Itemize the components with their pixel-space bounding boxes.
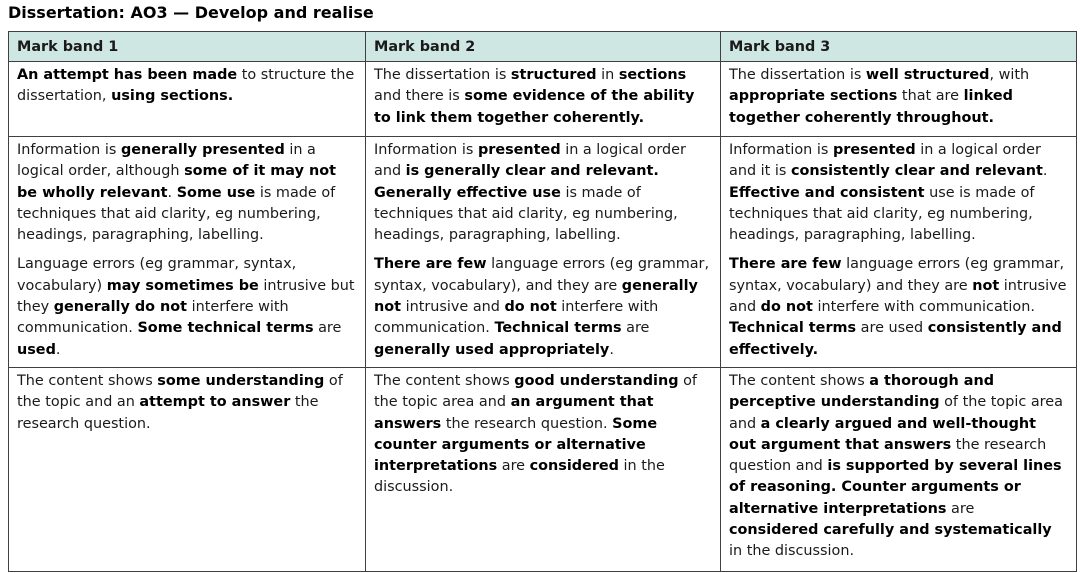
table-cell	[9, 62, 366, 137]
column-header-mark-band-2: Mark band 2	[366, 32, 721, 62]
table-row-presentation	[9, 137, 1077, 368]
text-run: the research question and	[729, 436, 1047, 475]
text-run: of the topic area and	[374, 373, 697, 411]
bold-text: an argument that answers	[374, 394, 654, 432]
text-run: The content shows	[374, 373, 515, 389]
text-run: use is made of techniques that aid clarity, eg numbering, headings, paragraphing, labelling.	[729, 184, 1035, 244]
table-cell	[366, 62, 721, 137]
bold-text: is generally clear and relevant.	[405, 163, 659, 180]
bold-text: using sections.	[111, 88, 234, 105]
text-run: in the discussion.	[729, 543, 855, 560]
table-cell	[721, 62, 1077, 137]
text-run: are used	[856, 320, 928, 337]
text-run: The content shows	[17, 373, 158, 389]
cell-paragraph	[729, 65, 1068, 129]
text-run: in a logical order, although	[17, 142, 316, 180]
bold-text: is supported by several lines of reasoning. Counter arguments or alternative interpretations	[729, 458, 1062, 517]
bold-text: consistently clear and relevant	[790, 163, 1043, 180]
text-run: interfere with communication.	[812, 299, 1035, 316]
text-run: Information is	[17, 142, 121, 158]
cell-paragraph	[17, 254, 357, 360]
bold-text: appropriate sections	[729, 88, 898, 105]
cell-paragraph	[17, 371, 357, 435]
bold-text: do not	[760, 299, 813, 316]
text-run: interfere with communication.	[374, 299, 659, 337]
table-cell	[366, 137, 721, 368]
text-run: are	[946, 500, 975, 517]
text-run: The content shows	[729, 373, 870, 389]
bold-text: a clearly argued and well-thought out argument that answers	[729, 415, 1036, 453]
text-run: are	[497, 458, 530, 475]
table-cell	[9, 137, 366, 368]
text-run: Language errors (eg grammar, syntax, vocabulary)	[17, 256, 297, 294]
bold-text: presented	[832, 142, 916, 158]
bold-text: attempt to answer	[139, 394, 291, 411]
bold-text: do not	[504, 299, 557, 316]
bold-text: linked together coherently throughout.	[729, 88, 1013, 126]
bold-text: structured	[510, 67, 597, 83]
text-run: of the topic and an	[17, 373, 343, 411]
cell-paragraph	[729, 371, 1068, 563]
bold-text: some of it may not be wholly relevant	[17, 163, 336, 201]
text-run: is made of techniques that aid clarity, eg numbering, headings, paragraphing, labelling.	[374, 184, 678, 244]
bold-text: sections	[618, 67, 687, 83]
bold-text: There are few	[729, 256, 842, 273]
text-run: intrusive and	[401, 299, 505, 316]
bold-text: Effective and consistent	[729, 184, 925, 201]
bold-text: generally presented	[120, 142, 285, 158]
cell-paragraph	[17, 65, 357, 108]
text-run: of the topic area and	[729, 394, 1063, 432]
cell-paragraph	[374, 371, 712, 499]
text-run: , with	[989, 67, 1030, 83]
text-run: is made of techniques that aid clarity, eg numbering, headings, paragraphing, labelling.	[17, 184, 336, 244]
column-header-mark-band-3: Mark band 3	[721, 32, 1077, 62]
bold-text: Generally effective use	[374, 184, 561, 201]
cell-paragraph	[17, 140, 357, 246]
bold-text: well structured	[865, 67, 990, 83]
bold-text: used	[17, 341, 56, 358]
mark-band-table	[8, 31, 1077, 572]
text-run: Information is	[374, 142, 478, 158]
text-run: The dissertation is	[374, 67, 511, 83]
text-run: in a logical order and	[374, 142, 686, 180]
bold-text: good understanding	[514, 373, 679, 389]
cell-paragraph	[729, 254, 1068, 360]
text-run: in a logical order and it is	[729, 142, 1041, 180]
text-run: in	[596, 67, 619, 83]
text-run: language errors (eg grammar, syntax, vocabulary) and they are	[729, 256, 1065, 294]
bold-text: a thorough and perceptive understanding	[729, 373, 995, 411]
header-row	[9, 32, 1077, 62]
cell-paragraph	[729, 140, 1068, 246]
text-run: and there is	[374, 88, 465, 105]
text-run: The dissertation is	[729, 67, 866, 83]
table-cell	[366, 368, 721, 572]
bold-text: generally used appropriately	[374, 341, 610, 358]
bold-text: Some use	[176, 184, 256, 201]
bold-text: some understanding	[157, 373, 325, 389]
bold-text: Some counter arguments or alternative interpretations	[374, 415, 658, 475]
cell-paragraph	[374, 65, 712, 129]
text-run: are	[621, 320, 650, 337]
text-run: .	[55, 341, 61, 358]
bold-text: Some technical terms	[137, 320, 314, 337]
text-run: Information is	[729, 142, 833, 158]
text-run: in the discussion.	[374, 458, 665, 496]
column-header-mark-band-1: Mark band 1	[9, 32, 366, 62]
text-run: intrusive but they	[17, 277, 355, 316]
text-run: the research question.	[17, 394, 319, 432]
cell-paragraph	[374, 254, 712, 360]
bold-text: some evidence of the ability to link them together coherently.	[374, 88, 695, 126]
text-run: intrusive and	[729, 277, 1067, 316]
text-run: .	[1042, 163, 1048, 180]
bold-text: There are few	[374, 256, 487, 273]
table-row-content	[9, 368, 1077, 572]
bold-text: generally not	[374, 277, 698, 316]
bold-text: considered	[529, 458, 619, 475]
text-run: .	[167, 184, 177, 201]
text-run: language errors (eg grammar, syntax, vocabulary), and they are	[374, 256, 710, 294]
text-run: the research question.	[441, 415, 613, 432]
bold-text: presented	[477, 142, 561, 158]
bold-text: considered carefully and systematically	[729, 522, 1052, 539]
text-run: that are	[897, 88, 964, 105]
text-run: .	[609, 341, 614, 358]
bold-text: Technical terms	[729, 320, 857, 337]
bold-text: An attempt has been made	[17, 67, 238, 83]
table-cell	[721, 137, 1077, 368]
cell-paragraph	[374, 140, 712, 246]
text-run: are	[313, 320, 342, 337]
table-cell	[9, 368, 366, 572]
text-run: to structure the dissertation,	[17, 67, 355, 105]
table-cell	[721, 368, 1077, 572]
bold-text: Technical terms	[494, 320, 622, 337]
page-title: Dissertation: AO3 — Develop and realise	[8, 3, 374, 22]
bold-text: may sometimes be	[106, 277, 259, 294]
text-run: interfere with communication.	[17, 299, 289, 337]
table-row-structure	[9, 62, 1077, 137]
bold-text: generally do not	[53, 299, 188, 316]
bold-text: not	[972, 277, 1000, 294]
bold-text: consistently and effectively.	[729, 320, 1062, 358]
